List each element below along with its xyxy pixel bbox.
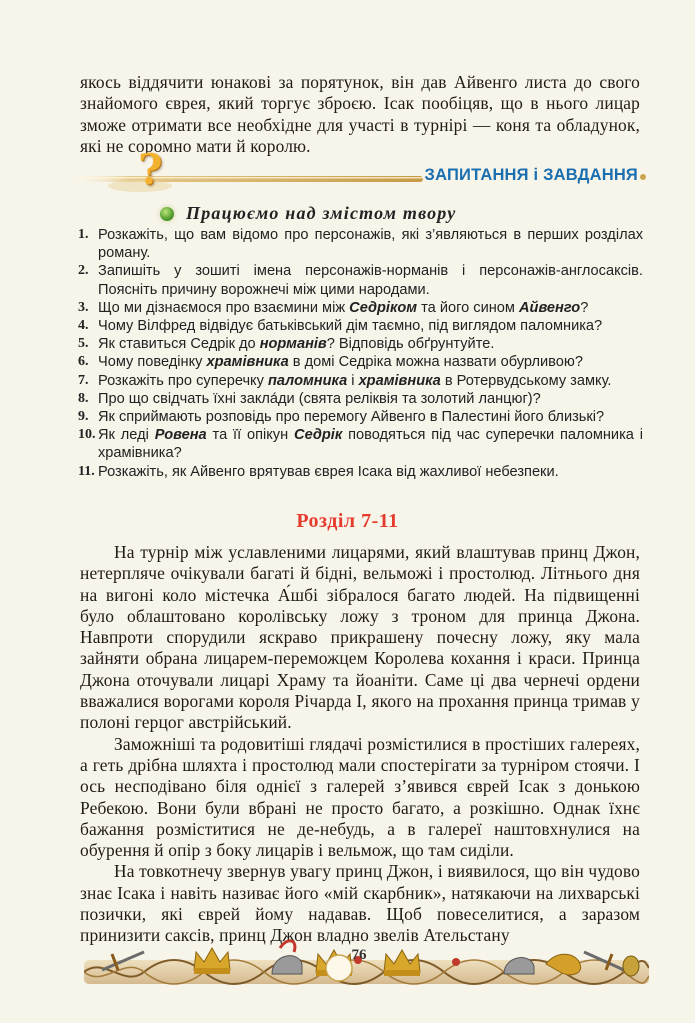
question-number: 11. bbox=[78, 463, 95, 479]
question-text bbox=[98, 317, 643, 335]
question-fragment: Як сприймають розповідь про перемогу Айвенго в Палестині його близькі? bbox=[98, 409, 605, 426]
emphasized-term: храмівника bbox=[206, 354, 289, 371]
question-text bbox=[98, 262, 643, 298]
question-item bbox=[78, 299, 643, 317]
beetle-icon bbox=[623, 956, 639, 976]
question-fragment: і bbox=[347, 372, 359, 389]
banner-dot bbox=[640, 174, 646, 180]
question-text bbox=[98, 299, 643, 317]
question-text bbox=[98, 226, 643, 262]
question-fragment: Розкажіть, як Айвенго врятував єврея Ісака від жахливої небезпеки. bbox=[98, 463, 559, 480]
intro-paragraph: якось віддячити юнакові за порятунок, він дав Айвенго листа до свого знайомого єврея, який торгує зброєю. Ісак пообіцяв, що в нього лицар зможе отримати все необхідне для участі в турнірі — коня та обладунок, які не соромно мати й королю. bbox=[80, 72, 640, 156]
question-item bbox=[78, 353, 643, 371]
ornament-border bbox=[84, 930, 649, 1010]
question-fragment: Як леді bbox=[98, 427, 155, 444]
question-item bbox=[78, 390, 643, 408]
question-item bbox=[78, 463, 643, 481]
question-mark-icon: ? bbox=[138, 145, 163, 194]
question-number: 6. bbox=[78, 354, 89, 370]
body-paragraph: На турнір між уславленими лицарями, який влаштував принц Джон, нетерпляче очікували багаті й бідні, вельможі і простолюд. Літнього дня на вигоні коло містечка А́шбі зібралося багато людей. На підвищенні було облаштовано королівську ложу з троном для принца Джона. Навпроти спорудили яскраво прикрашену почесну ложу, яку мала зайняти обрана лицарем-переможцем Королева кохання і краси. Принца Джона оточували лицарі Храму та йоаніти. Саме ці два чернечі ордени вважалися ворогами короля Річарда I, якого на прохання принца тримав у полоні герцог австрійський. bbox=[80, 542, 640, 733]
question-number: 2. bbox=[78, 263, 89, 279]
page-number: 76 bbox=[351, 947, 367, 963]
question-fragment: поводяться під час суперечки паломника і храмівника? bbox=[98, 427, 644, 462]
question-item bbox=[78, 317, 643, 335]
question-fragment: Розкажіть, що вам відомо про персонажів, які з’являються в перших розділах роману. bbox=[98, 227, 643, 262]
question-number: 8. bbox=[78, 390, 89, 406]
question-text bbox=[98, 372, 643, 390]
emphasized-term: норманів bbox=[259, 336, 327, 353]
section-title: Розділ 7-11 bbox=[296, 510, 399, 532]
questions-list bbox=[78, 226, 643, 481]
question-number: 9. bbox=[78, 409, 89, 425]
question-number: 7. bbox=[78, 372, 89, 388]
question-number: 1. bbox=[78, 227, 89, 242]
subheading-text: Працюємо над змістом твору bbox=[186, 203, 457, 223]
question-fragment: Розкажіть про суперечку bbox=[98, 372, 268, 389]
question-text bbox=[98, 463, 643, 481]
emphasized-term: Айвенго bbox=[519, 299, 581, 316]
question-item bbox=[78, 226, 643, 262]
question-item bbox=[78, 335, 643, 353]
question-fragment: Запишіть у зошиті імена персонажів-норманів і персонажів-англосаксів. Поясніть причину ворожнечі між цими народами. bbox=[98, 263, 643, 298]
question-number: 5. bbox=[78, 336, 89, 352]
question-fragment: Чому поведінку bbox=[98, 354, 207, 371]
emphasized-term: Ровена bbox=[154, 427, 207, 444]
question-text bbox=[98, 353, 643, 371]
question-text bbox=[98, 408, 643, 426]
questions-title: ЗАПИТАННЯ і ЗАВДАННЯ bbox=[424, 166, 638, 184]
question-fragment: Що ми дізнаємося про взаємини між bbox=[98, 299, 350, 316]
body-paragraph: Заможніші та родовитіші глядачі розмістилися в простіших галереях, а геть дрібна шляхта і простолюд мали спостерігати за турніром стоячи. І ось несподівано біля однієї з галерей з’явився єврей Ісак з донькою Ребекою. Вони були вбрані не просто багато, а розкішно. Однак їхнє бажання розміститися не де-небудь, а в галереї наштовхнулися на обурення й опір з боку лицарів і вельмож, що там сиділи. bbox=[80, 733, 640, 861]
question-fragment: в домі Седріка можна назвати обурливою? bbox=[288, 354, 583, 371]
question-item bbox=[78, 372, 643, 390]
green-bullet-icon bbox=[160, 207, 174, 221]
emphasized-term: паломника bbox=[267, 372, 348, 389]
emphasized-term: Седріком bbox=[349, 299, 418, 316]
emphasized-term: Седрік bbox=[294, 427, 343, 444]
question-text bbox=[98, 390, 643, 408]
question-fragment: в Ротервудському замку. bbox=[440, 372, 612, 389]
question-fragment: Про що свідчать їхні закла́ди (свята реліквія та золотий ланцюг)? bbox=[98, 390, 541, 407]
question-fragment: та його сином bbox=[417, 299, 519, 316]
questions-banner bbox=[78, 145, 648, 198]
question-number: 4. bbox=[78, 318, 89, 334]
helmet-icon bbox=[272, 941, 302, 974]
question-text bbox=[98, 335, 643, 353]
question-fragment: Як ставиться Седрік до bbox=[98, 336, 260, 353]
subheading bbox=[160, 203, 456, 224]
chapter-body bbox=[80, 542, 640, 947]
footer-ornament bbox=[84, 930, 649, 1010]
question-fragment: ? Відповідь обґрунтуйте. bbox=[326, 336, 495, 353]
emphasized-term: храмівника bbox=[358, 372, 441, 389]
question-item bbox=[78, 426, 643, 462]
body-paragraph: На товкотнечу звернув увагу принц Джон, і виявилося, що він чудово знає Ісака і навіть називає його «мій скарбник», натякаючи на лихварські позички, які єврей йому надавав. Щоб повеселитися, а заразом принизити саксів, принц Джон владно звелів Ательстану bbox=[80, 861, 640, 946]
crown-icon bbox=[384, 950, 420, 976]
question-item bbox=[78, 408, 643, 426]
question-fragment: ? bbox=[580, 299, 589, 316]
question-number: 3. bbox=[78, 299, 89, 315]
question-number: 10. bbox=[78, 427, 96, 443]
question-text bbox=[98, 426, 643, 462]
question-fragment: Чому Вілфред відвідує батьківський дім таємно, під виглядом паломника? bbox=[98, 318, 603, 335]
question-item bbox=[78, 262, 643, 298]
rose-icon bbox=[452, 958, 460, 966]
crown-icon bbox=[194, 948, 230, 974]
question-fragment: та її опікун bbox=[206, 427, 295, 444]
